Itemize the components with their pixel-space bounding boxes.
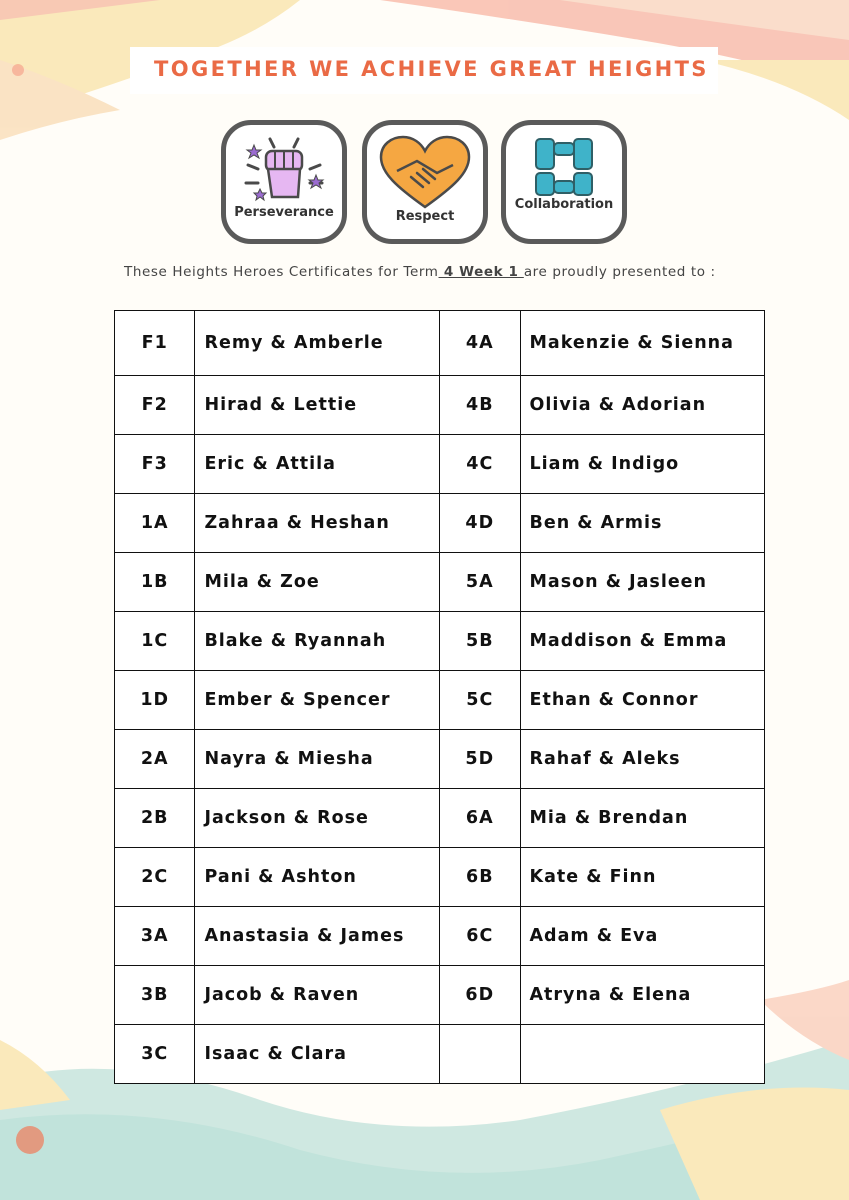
class-cell: F3 [115, 435, 195, 494]
names-cell: Anastasia & James [195, 907, 440, 966]
class-cell: 2C [115, 848, 195, 907]
names-cell: Maddison & Emma [520, 612, 764, 671]
class-cell: 5A [440, 553, 520, 612]
names-cell: Olivia & Adorian [520, 376, 764, 435]
page-title: TOGETHER WE ACHIEVE GREAT HEIGHTS [154, 57, 709, 81]
names-cell: Remy & Amberle [195, 311, 440, 376]
class-cell: 3C [115, 1025, 195, 1084]
names-cell: Zahraa & Heshan [195, 494, 440, 553]
class-cell: 2A [115, 730, 195, 789]
table-row [115, 730, 765, 789]
table-row [115, 671, 765, 730]
names-cell: Liam & Indigo [520, 435, 764, 494]
class-cell: 2B [115, 789, 195, 848]
class-cell: 6C [440, 907, 520, 966]
names-cell: Mason & Jasleen [520, 553, 764, 612]
class-cell: 4D [440, 494, 520, 553]
table-row [115, 376, 765, 435]
class-cell: 3B [115, 966, 195, 1025]
table-row [115, 848, 765, 907]
class-cell: 6D [440, 966, 520, 1025]
class-cell: 4C [440, 435, 520, 494]
names-cell: Nayra & Miesha [195, 730, 440, 789]
term-week: 4 Week 1 [438, 264, 524, 280]
names-cell: Atryna & Elena [520, 966, 764, 1025]
names-cell: Isaac & Clara [195, 1025, 440, 1084]
respect-badge [362, 120, 488, 244]
table-row [115, 311, 765, 376]
motto-banner [130, 47, 718, 94]
table-row [115, 966, 765, 1025]
names-cell: Kate & Finn [520, 848, 764, 907]
value-label: Collaboration [514, 197, 614, 212]
class-cell: 4A [440, 311, 520, 376]
intro-text: These Heights Heroes Certificates for Term [124, 264, 439, 280]
presentation-statement [124, 264, 716, 280]
names-cell: Hirad & Lettie [195, 376, 440, 435]
names-cell: Ben & Armis [520, 494, 764, 553]
certificate-roster-table [114, 310, 765, 1084]
names-cell: Eric & Attila [195, 435, 440, 494]
names-cell: Blake & Ryannah [195, 612, 440, 671]
school-values [221, 120, 631, 250]
class-cell: 1C [115, 612, 195, 671]
class-cell: F2 [115, 376, 195, 435]
names-cell: Makenzie & Sienna [520, 311, 764, 376]
names-cell: Ethan & Connor [520, 671, 764, 730]
names-cell: Mila & Zoe [195, 553, 440, 612]
class-cell [440, 1025, 520, 1084]
table-row [115, 553, 765, 612]
table-row [115, 907, 765, 966]
names-cell: Rahaf & Aleks [520, 730, 764, 789]
linked-hands-icon [506, 125, 622, 239]
class-cell: 6B [440, 848, 520, 907]
names-cell: Jacob & Raven [195, 966, 440, 1025]
value-label: Respect [395, 209, 455, 224]
value-label: Perseverance [234, 205, 334, 220]
class-cell: 1B [115, 553, 195, 612]
class-cell: F1 [115, 311, 195, 376]
names-cell: Jackson & Rose [195, 789, 440, 848]
class-cell: 1D [115, 671, 195, 730]
table-row [115, 494, 765, 553]
class-cell: 5B [440, 612, 520, 671]
class-cell: 3A [115, 907, 195, 966]
names-cell: Mia & Brendan [520, 789, 764, 848]
names-cell: Ember & Spencer [195, 671, 440, 730]
collaboration-badge [501, 120, 627, 244]
class-cell: 1A [115, 494, 195, 553]
class-cell: 5D [440, 730, 520, 789]
table-row [115, 789, 765, 848]
names-cell [520, 1025, 764, 1084]
table-row [115, 435, 765, 494]
class-cell: 6A [440, 789, 520, 848]
intro-text-end: are proudly presented to : [523, 264, 716, 280]
table-row [115, 1025, 765, 1084]
names-cell: Pani & Ashton [195, 848, 440, 907]
raised-fist-icon [226, 125, 342, 239]
class-cell: 5C [440, 671, 520, 730]
perseverance-badge [221, 120, 347, 244]
class-cell: 4B [440, 376, 520, 435]
table-row [115, 612, 765, 671]
names-cell: Adam & Eva [520, 907, 764, 966]
